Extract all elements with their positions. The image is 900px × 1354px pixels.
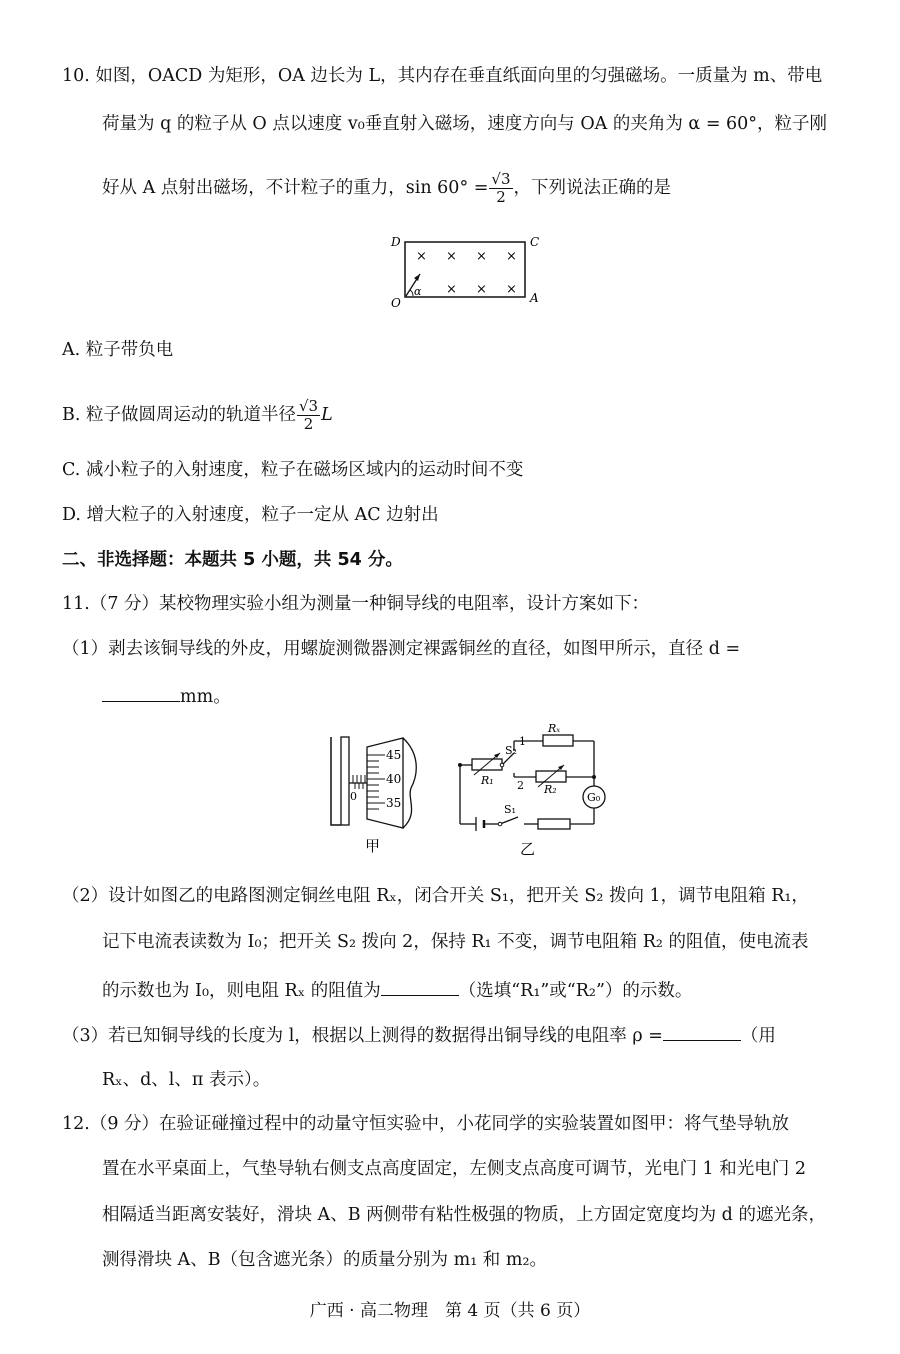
- q11-part-3-line-2: Rₓ、d、l、π 表示）。: [102, 1070, 271, 1090]
- label-contact-1: 1: [519, 735, 526, 748]
- thimble-label-45: 45: [386, 748, 402, 762]
- label-s2: S₂: [505, 744, 517, 757]
- circuit-figure: [448, 723, 608, 860]
- label-r1: R₁: [481, 774, 494, 787]
- label-A: A: [530, 291, 539, 305]
- q10-line-3-text: 好从 A 点射出磁场，不计粒子的重力，sin 60° =: [102, 178, 489, 198]
- arrowhead-icon: [414, 274, 420, 281]
- resistor-rx: [543, 735, 573, 746]
- label-s1: S₁: [504, 803, 516, 816]
- q12-line-2: 置在水平桌面上，气垫导轨右侧支点高度固定，左侧支点高度可调节，光电门 1 和光电门 2: [102, 1159, 806, 1179]
- q10-line-3-tail: ，下列说法正确的是: [513, 178, 672, 198]
- q11-part-2-line-3: [102, 977, 692, 1003]
- field-cross: ×: [446, 249, 457, 264]
- label-C: C: [530, 235, 540, 249]
- q10-option-b: [62, 398, 333, 433]
- micrometer-figure: [323, 733, 433, 858]
- figure-caption-jia: 甲: [365, 837, 381, 855]
- unit-mm: mm。: [180, 687, 231, 707]
- q12-line-1: 12.（9 分）在验证碰撞过程中的动量守恒实验中，小花同学的实验装置如图甲：将气垫导轨放: [62, 1114, 790, 1134]
- section-heading: 二、非选择题：本题共 5 小题，共 54 分。: [62, 550, 403, 570]
- fraction-denominator: 2: [496, 188, 506, 206]
- q10-option-d: D. 增大粒子的入射速度，粒子一定从 AC 边射出: [62, 505, 439, 525]
- junction-dot: [592, 775, 596, 779]
- q12-line-3: 相隔适当距离安装好，滑块 A、B 两侧带有粘性极强的物质，上方固定宽度均为 d 的遮光条，: [102, 1205, 826, 1225]
- q10-line-2: 荷量为 q 的粒子从 O 点以速度 v₀垂直射入磁场，速度方向与 OA 的夹角为 α = 60°，粒子刚: [102, 114, 828, 134]
- sqrt3-over-2-fraction: [297, 398, 320, 433]
- option-b-unit: L: [321, 405, 333, 425]
- field-cross: ×: [506, 282, 517, 297]
- q12-line-4: 测得滑块 A、B（包含遮光条）的质量分别为 m₁ 和 m₂。: [102, 1250, 547, 1270]
- label-contact-2: 2: [517, 779, 524, 792]
- field-cross: ×: [416, 249, 427, 264]
- switch-pivot: [498, 822, 502, 826]
- angle-arc: [410, 290, 413, 296]
- q10-line-1: 10. 如图，OACD 为矩形，OA 边长为 L，其内存在垂直纸面向里的匀强磁场。一质量为 m、带电: [62, 66, 823, 86]
- q11-part-1-line-2: [102, 683, 231, 709]
- fraction-denominator: 2: [303, 415, 314, 433]
- answer-blank-diameter[interactable]: [102, 683, 180, 702]
- q10-magnetic-field-figure: [380, 230, 550, 315]
- part-2-tail: （选填“R₁”或“R₂”）的示数。: [458, 981, 693, 1001]
- q11-part-2-line-2: 记下电流表读数为 I₀；把开关 S₂ 拨向 2，保持 R₁ 不变，调节电阻箱 R₂ 的阻值，使电流表: [102, 932, 809, 952]
- q10-line-3: [102, 171, 671, 206]
- part-3-tail: （用: [740, 1026, 776, 1046]
- sleeve-ticks: [353, 775, 365, 789]
- label-g0: G₀: [587, 791, 601, 804]
- q10-option-c: C. 减小粒子的入射速度，粒子在磁场区域内的运动时间不变: [62, 460, 524, 480]
- magnetic-field-crosses: [416, 249, 517, 297]
- micrometer-frame: [331, 737, 341, 825]
- q11-line-1: 11.（7 分）某校物理实验小组为测量一种铜导线的电阻率，设计方案如下：: [62, 594, 650, 614]
- junction-dot: [458, 763, 462, 767]
- field-cross: ×: [476, 249, 487, 264]
- q10-option-a: A. 粒子带负电: [62, 340, 174, 360]
- label-O: O: [391, 296, 401, 310]
- page-footer: 广西 · 高二物理 第 4 页（共 6 页）: [309, 1301, 591, 1321]
- part-2-text: 的示数也为 I₀，则电阻 Rₓ 的阻值为: [102, 981, 381, 1001]
- label-rx: Rₓ: [548, 723, 561, 735]
- label-r2: R₂: [544, 783, 557, 796]
- answer-blank-rx[interactable]: [381, 977, 459, 996]
- sleeve-label-0: 0: [350, 790, 357, 803]
- q11-part-2-line-1: （2）设计如图乙的电路图测定铜丝电阻 Rₓ，闭合开关 S₁，把开关 S₂ 拨向 1，调节电阻箱 R₁，: [62, 886, 809, 906]
- figure-caption-yi: 乙: [520, 840, 536, 858]
- ratchet-knob: [403, 738, 416, 828]
- field-cross: ×: [446, 282, 457, 297]
- thimble-label-35: 35: [386, 796, 402, 810]
- q11-part-1-line-1: （1）剥去该铜导线的外皮，用螺旋测微器测定裸露铜丝的直径，如图甲所示，直径 d =: [62, 639, 741, 659]
- answer-blank-resistivity[interactable]: [663, 1022, 741, 1041]
- option-b-text: B. 粒子做圆周运动的轨道半径: [62, 405, 296, 425]
- fraction-numerator: √3: [491, 170, 511, 188]
- label-D: D: [391, 235, 401, 249]
- protective-resistor: [538, 819, 570, 829]
- thimble-label-40: 40: [386, 772, 402, 786]
- micrometer-anvil: [341, 737, 349, 825]
- sqrt3-over-2-fraction: [489, 171, 512, 206]
- switch-pivot: [500, 763, 504, 767]
- q11-part-3-line-1: [62, 1022, 776, 1048]
- part-3-text: （3）若已知铜导线的长度为 l，根据以上测得的数据得出铜导线的电阻率 ρ =: [62, 1026, 663, 1046]
- fraction-numerator: √3: [299, 397, 319, 415]
- thimble-ticks: [367, 755, 385, 809]
- field-cross: ×: [506, 249, 517, 264]
- field-cross: ×: [476, 282, 487, 297]
- label-alpha: α: [414, 285, 422, 298]
